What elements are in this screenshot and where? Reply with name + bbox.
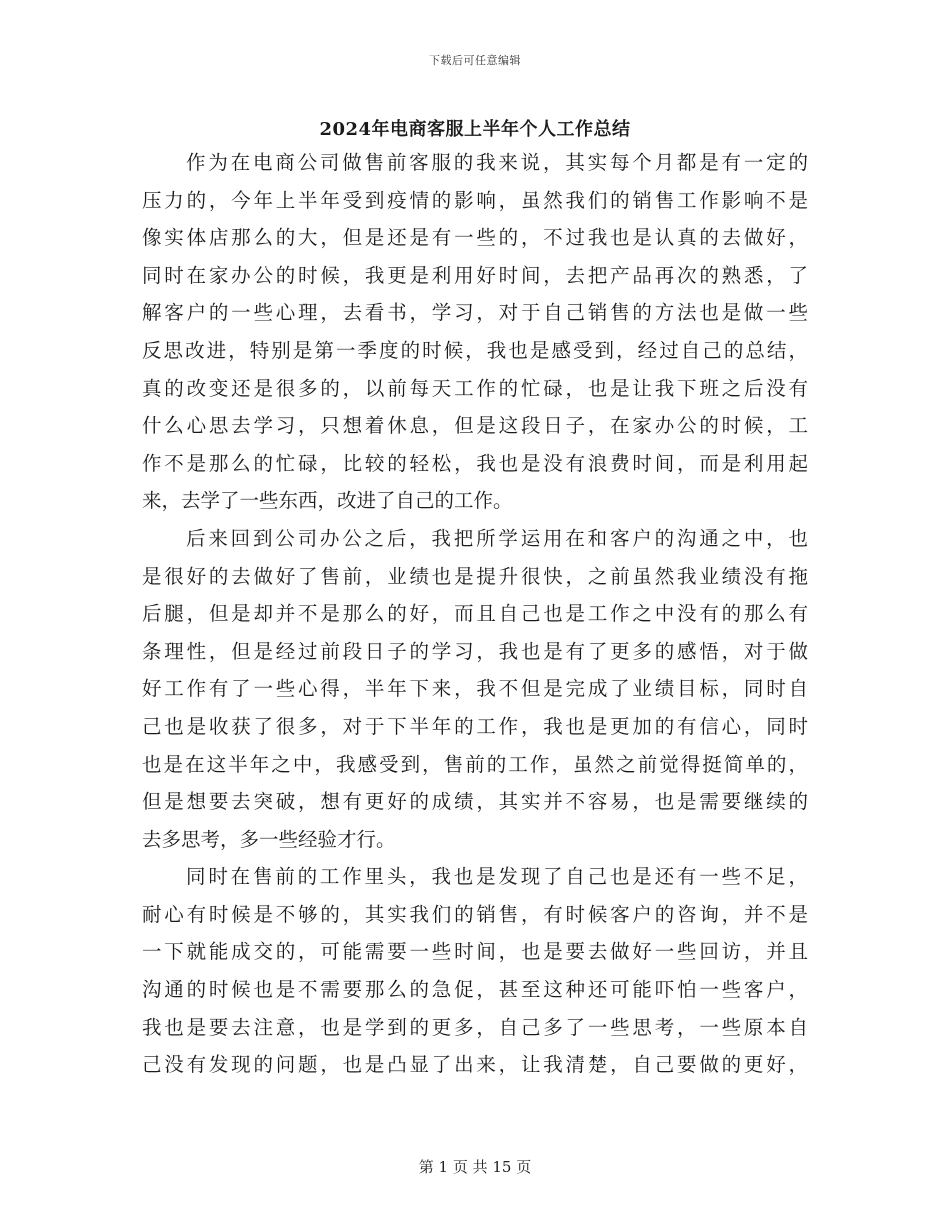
paragraph-line: 己也是收获了很多，对于下半年的工作，我也是更加的有信心，同时 [142, 714, 808, 738]
paragraph-line: 好工作有了一些心得，半年下来，我不但是完成了业绩目标，同时自 [142, 677, 808, 701]
paragraph-line: 但是想要去突破，想有更好的成绩，其实并不容易，也是需要继续的 [142, 790, 808, 814]
paragraph-line: 后腿，但是却并不是那么的好，而且自己也是工作之中没有的那么有 [142, 602, 808, 626]
paragraph-line: 己没有发现的问题，也是凸显了出来，让我清楚，自己要做的更好， [142, 1053, 808, 1077]
paragraph-line: 条理性，但是经过前段日子的学习，我也是有了更多的感悟，对于做 [142, 639, 808, 663]
paragraph-line: 沟通的时候也是不需要那么的急促，甚至这种还可能吓怕一些客户， [142, 978, 808, 1002]
paragraph-line: 后来回到公司办公之后，我把所学运用在和客户的沟通之中，也 [186, 526, 808, 550]
paragraph-line: 什么心思去学习，只想着休息，但是这段日子，在家办公的时候，工 [142, 414, 808, 438]
paragraph-line: 也是在这半年之中，我感受到，售前的工作，虽然之前觉得挺简单的， [142, 752, 808, 776]
paragraph-line: 压力的，今年上半年受到疫情的影响，虽然我们的销售工作影响不是 [142, 188, 808, 212]
document-title: 2024年电商客服上半年个人工作总结 [319, 119, 631, 140]
paragraph-line: 我也是要去注意，也是学到的更多，自己多了一些思考，一些原本自 [142, 1015, 808, 1039]
paragraph-line: 耐心有时候是不够的，其实我们的销售，有时候客户的咨询，并不是 [142, 902, 808, 926]
paragraph-line: 是很好的去做好了售前，业绩也是提升很快，之前虽然我业绩没有拖 [142, 564, 808, 588]
document-body [142, 144, 808, 1084]
paragraph-1 [142, 144, 808, 520]
page-footer: 第 1 页 共 15 页 [418, 1158, 532, 1176]
paragraph-line: 作为在电商公司做售前客服的我来说，其实每个月都是有一定的 [186, 151, 808, 174]
paragraph-line: 反思改进，特别是第一季度的时候，我也是感受到，经过自己的总结， [142, 338, 808, 362]
paragraph-line: 解客户的一些心理，去看书，学习，对于自己销售的方法也是做一些 [142, 301, 808, 325]
paragraph-line: 去多思考，多一些经验才行。 [142, 827, 396, 851]
paragraph-3 [142, 858, 808, 1084]
paragraph-line: 同时在售前的工作里头，我也是发现了自己也是还有一些不足， [186, 865, 808, 889]
paragraph-line: 一下就能成交的，可能需要一些时间，也是要去做好一些回访，并且 [142, 940, 808, 964]
paragraph-line: 来，去学了一些东西，改进了自己的工作。 [142, 489, 513, 513]
paragraph-2 [142, 520, 808, 858]
paragraph-line: 作不是那么的忙碌，比较的轻松，我也是没有浪费时间，而是利用起 [142, 451, 808, 475]
paragraph-line: 像实体店那么的大，但是还是有一些的，不过我也是认真的去做好， [142, 226, 808, 250]
paragraph-line: 同时在家办公的时候，我更是利用好时间，去把产品再次的熟悉，了 [142, 263, 808, 287]
paragraph-line: 真的改变还是很多的，以前每天工作的忙碌，也是让我下班之后没有 [142, 376, 808, 400]
download-note: 下载后可任意编辑 [429, 54, 521, 67]
